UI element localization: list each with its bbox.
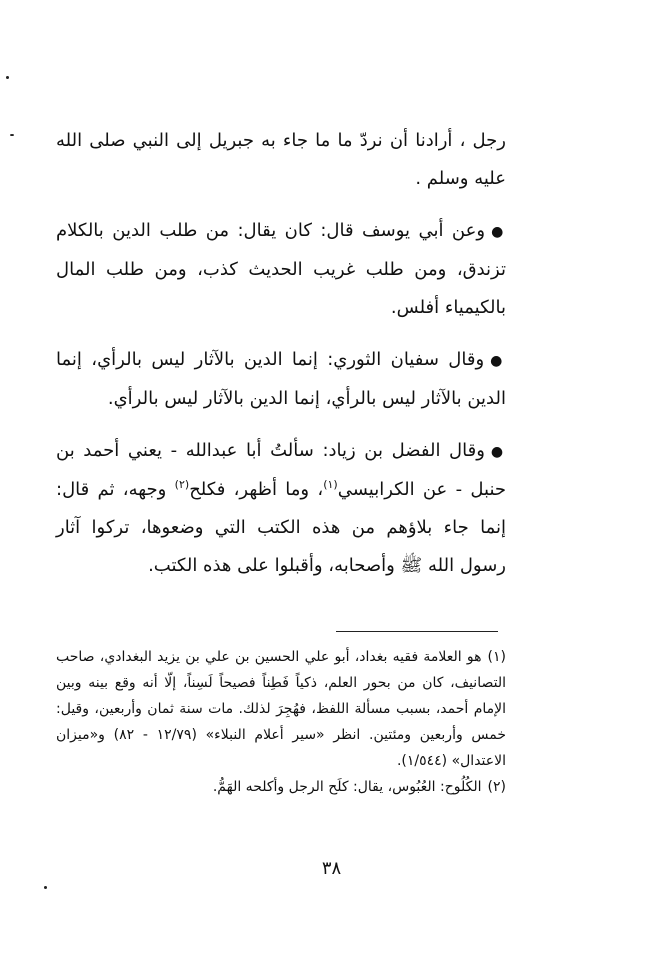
main-text (56, 122, 506, 599)
paragraph-3 (56, 341, 506, 418)
paragraph-text: رجل ، أرادنا أن نردّ ما ما جاء به جبريل إلى النبي صلى الله عليه وسلم . (56, 130, 506, 189)
bullet-icon: ● (490, 444, 506, 460)
footnote-number: (١) (487, 649, 506, 665)
paragraph-1 (56, 122, 506, 198)
paragraph-2 (56, 212, 506, 327)
footnote-2 (56, 774, 506, 800)
footnote-divider (336, 631, 498, 632)
bullet-icon: ● (490, 353, 506, 369)
footnote-text: هو العلامة فقيه بغداد، أبو علي الحسين بن علي بن يزيد البغدادي، صاحب التصانيف، كان من بحور العلم، ذكياً فَطِناً فصيحاً لَسِناً، إلّا أنه وقع بينه وبين الإمام أحمد، بسبب مسألة اللفظ، فهُجِرَ لذلك. مات سنة ثمان وأربعين، وقيل: خمس وأربعين ومئتين. انظر «سير أعلام النبلاء» (١٢/٧٩ - ٨٢) و«ميزان الاعتدال» (١/٥٤٤). (56, 649, 507, 769)
scan-speck (6, 76, 9, 79)
footnotes (56, 644, 506, 800)
paragraph-4 (56, 432, 506, 585)
paragraph-text: وعن أبي يوسف قال: كان يقال: من طلب الدين بالكلام تزندق، ومن طلب غريب الحديث كذب، ومن طلب المال بالكيمياء أفلس. (56, 220, 506, 318)
footnote-ref[interactable]: (١) (323, 478, 338, 491)
footnote-text: الكُلُوح: العُبُوس، يقال: كلَح الرجل وأكلحه الهَمُّ. (212, 779, 482, 795)
footnote-ref[interactable]: (٢) (174, 478, 190, 491)
footnote-1 (56, 644, 506, 774)
footnote-number: (٢) (487, 779, 506, 795)
page-number: ٣٨ (321, 858, 342, 879)
scan-speck (10, 134, 14, 136)
paragraph-text: ، وما أظهر، فكلح (189, 479, 324, 500)
paragraph-text: وجهه، ثم قال: إنما جاء بلاؤهم من هذه الكتب التي وضعوها، تركوا آثار رسول الله ﷺ وأصحابه، وأقبلوا على هذه الكتب. (56, 479, 506, 576)
bullet-icon: ● (491, 224, 507, 240)
paragraph-text: وقال سفيان الثوري: إنما الدين بالآثار ليس بالرأي، إنما الدين بالآثار ليس بالرأي، إنما الدين بالآثار ليس بالرأي. (56, 349, 506, 409)
paragraph-text: وقال الفضل بن زياد: سألتُ أبا عبدالله - يعني أحمد بن حنبل - عن الكرابيسي (56, 440, 506, 500)
scan-speck (44, 886, 47, 889)
